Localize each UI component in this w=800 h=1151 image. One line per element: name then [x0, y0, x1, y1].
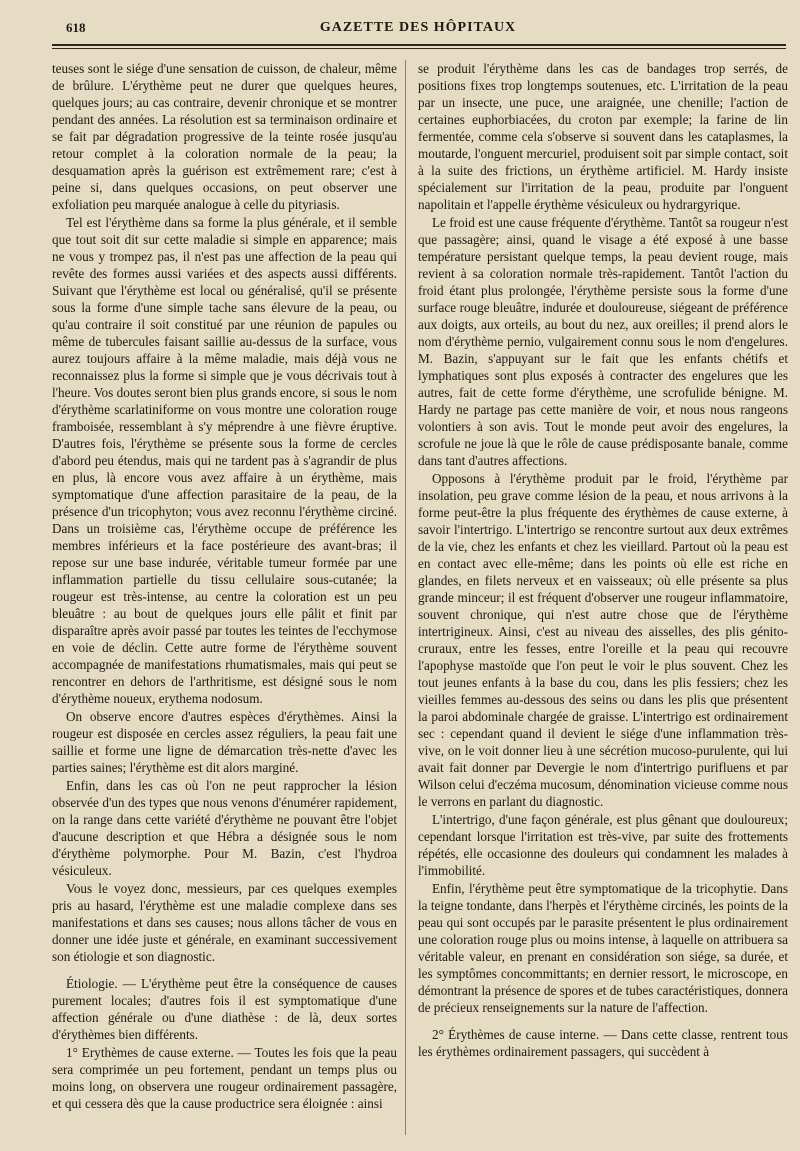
- paragraph: L'intertrigo, d'une façon générale, est plus gênant que douloureux; cependant lorsque l'irritation est très-vive, par suite des frottements répétés, elle occasionne des douleurs qui condamnent les malades à l'immobilité.: [418, 812, 788, 878]
- subsection-cause-interne: 2° Érythèmes de cause interne. — Dans cette classe, rentrent tous les érythèmes ordinairement passagers, qui succèdent à: [418, 1027, 788, 1059]
- paragraph: Enfin, l'érythème peut être symptomatique de la tricophytie. Dans la teigne tondante, dans l'herpès et l'érythème circinés, les points de la peau qui sont occupés par le parasite présentent le plus ordinairement une coloration rouge plus ou moins intense, à laquelle on attribuera sa véritable valeur, en prenant en considération son siége, sa durée, et les symptômes concommittants; en dernier ressort, le microscope, en démontrant la présence de spores et de tubes caractéristiques, donnera de précieux renseignements sur la nature de l'affection.: [418, 881, 788, 1015]
- paragraph: Le froid est une cause fréquente d'érythème. Tantôt sa rougeur n'est que passagère; ainsi, quand le visage a été exposé à une basse température persistant quelque temps, la peau devient rouge, mais revient à sa coloration normale très-rapidement. Tantôt l'action du froid étant plus prolongée, l'érythème persiste sous la forme d'une surface rouge bleuâtre, indurée et douloureuse, siégeant de préférence aux doigts, aux orteils, au bout du nez, aux oreilles; il prend alors le nom d'érythème pernio, vulgairement connu sous le nom d'engelures. M. Bazin, s'appuyant sur le fait que les enfants chétifs et lymphatiques sont plus exposés à contracter des engelures que les autres, fait de cette forme d'érythème, une scrofulide bénigne. M. Hardy ne partage pas cette manière de voir, et nous nous rangeons volontiers à son avis. Tout le monde peut avoir des engelures, la scrofule ne joue là que le rôle de cause prédisposante banale, comme dans tant d'autres affections.: [418, 215, 788, 468]
- paragraph: Vous le voyez donc, messieurs, par ces quelques exemples pris au hasard, l'érythème est une maladie complexe dans ses manifestations et dans ses causes; nous allons tâcher de vous en donner une idée juste et générale, en examinant successivement son étiologie et son diagnostic.: [52, 881, 397, 964]
- paragraph: Enfin, dans les cas où l'on ne peut rapprocher la lésion observée d'un des types que nous venons d'énumérer rapidement, on la range dans cette variété d'érythème ne pouvant être l'objet d'aucune description et que Hébra a désignée sous le nom d'érythème polymorphe. Pour M. Bazin, c'est l'hydroa vésiculeux.: [52, 778, 397, 878]
- left-column: [52, 60, 397, 1140]
- paragraph: Opposons à l'érythème produit par le froid, l'érythème par insolation, peu grave comme lésion de la peau, et nous arrivons à la forme peut-être la plus fréquente des érythèmes de cause externe, à savoir l'intertrigo. L'intertrigo se rencontre surtout aux deux extrêmes de la vie, chez les enfants et chez les vieillard. Partout où la peau est en contact avec elle-même; dans les points où elle est riche en glandes, en filets nerveux et en vaisseaux; où elle présente sa plus grande minceur; il est fréquent d'observer une rougeur inflammatoire, souvent chronique, qui n'est autre chose que de l'érythème intertrigineux. Ainsi, c'est au niveau des aisselles, des plis génito-cruraux, entre les fesses, entre l'oreille et la peau qui recouvre l'apophyse mastoïde que l'on peut le voir le plus souvent. Chez les tout jeunes enfants à la base du cou, dans les plis fessiers; chez les vieilles femmes au-dessous des seins ou dans les plis que présentent la paroi abdominale chargée de graisse. L'intertrigo est ordinairement sec : cependant quand il devient le siége d'une inflammation très-vive, on le voit donner lieu à une sécrétion mucoso-purulente, qui lui avait fait donner par Devergie le nom d'intertrigo purifluens et par Wilson celui d'eczéma mucosum, dénomination vicieuse comme nous le verrons en parlant du diagnostic.: [418, 471, 788, 809]
- section-etiologie: Étiologie. — L'érythème peut être la conséquence de causes purement locales; d'autres fois il est symptomatique d'une affection générale ou d'une diathèse : de là, deux sortes d'érythèmes bien différents.: [52, 976, 397, 1042]
- paragraph: Tel est l'érythème dans sa forme la plus générale, et il semble que tout soit dit sur cette maladie si simple en apparence; mais ne vous y trompez pas, il n'est pas une affection de la peau qui revête des formes aussi variées et des aspects aussi différents. Suivant que l'érythème est local ou généralisé, qu'il se présente sous la forme d'une simple tache sans élevure de la peau, ou qu'au contraire il soit constitué par une réunion de papules ou même de tubercules faisant saillie au-dessus de la surface, vous aurez toujours affaire à la même maladie, mais déjà vous ne reconnaissez plus la forme si simple que je vous décrivais tout à l'heure. Vos doutes seront bien plus grands encore, si sous le nom d'érythème scarlatiniforme on vous montre une coloration rouge framboisée, ressemblant à s'y méprendre à une fièvre éruptive. D'autres fois, l'érythème se présente sous la forme de cercles d'abord peu étendus, mais qui ne tardent pas à s'agrandir de plus en plus, là encore vous avez affaire à un érythème, mais symptomatique d'une affection parasitaire de la peau, de la présence d'un tricophyton; vous avez reconnu l'érythème circiné. Dans un troisième cas, l'érythème occupe de préférence les membres inférieurs et la face postérieure des avant-bras; il repose sur une base indurée, véritable tumeur formée par une inflammation partielle du tissu cellulaire sous-cutanée; la rougeur est très-intense, au centre la coloration est un peu bleuâtre : au bout de quelques jours elle pâlit et finit par disparaître après avoir passé par toutes les teintes de l'ecchymose en voie de déclin. Cette autre forme de l'érythème souvent accompagnée de manifestations rhumatismales, mais qui peut se rencontrer en dehors de l'arthritisme, est désigné sous le nom d'érythème noueux, erythema nodosum.: [52, 215, 397, 706]
- paragraph: se produit l'érythème dans les cas de bandages trop serrés, de positions fixes trop longtemps soutenues, etc. L'irritation de la peau par un insecte, une puce, une araignée, une chenille; l'action de certaines euphorbiacées, du croton par exemple; la farine de lin fermentée, comme cela s'observe si souvent dans les cataplasmes, la moutarde, l'onguent mercuriel, produisent soit par simple contact, soit à la suite des frictions, un érythème artificiel. M. Hardy insiste spécialement sur l'irritation de la peau, produite par l'onguent napolitain et l'appelle érythème vésiculeux ou hydrargyrique.: [418, 61, 788, 212]
- header-rule-thick: [52, 44, 786, 46]
- subsection-cause-externe: 1° Erythèmes de cause externe. — Toutes les fois que la peau sera comprimée un peu fortement, pendant un temps plus ou moins long, on observera une rougeur ordinairement passagère, et qui cessera dès que la cause productrice sera éloignée : ainsi: [52, 1045, 397, 1111]
- journal-title: GAZETTE DES HÔPITAUX: [319, 20, 517, 35]
- header-rule-thin: [52, 48, 786, 49]
- page-number: 618: [66, 20, 86, 35]
- paragraph: On observe encore d'autres espèces d'érythèmes. Ainsi la rougeur est disposée en cercles assez réguliers, la peau fait une saillie et forme une ligne de démarcation très-nette d'avec les parties saines; l'érythème est dit alors marginé.: [52, 709, 397, 775]
- right-column: [418, 60, 788, 1140]
- page-header: [52, 20, 784, 42]
- column-divider: [405, 60, 406, 1135]
- paragraph: teuses sont le siége d'une sensation de cuisson, de chaleur, même de brûlure. L'érythème peut ne durer que quelques heures, quelques jours; au cas contraire, devenir chronique et se montrer pendant des années. La résolution est sa terminaison ordinaire et se fait par dégradation progressive de la teinte rosée jusqu'au retour complet à la coloration normale de la peau; la desquamation après la guérison est extrêmement rare; c'est à peine si, dans quelques occasions, on peut observer une exfoliation peu marquée analogue à celle du pityriasis.: [52, 61, 397, 212]
